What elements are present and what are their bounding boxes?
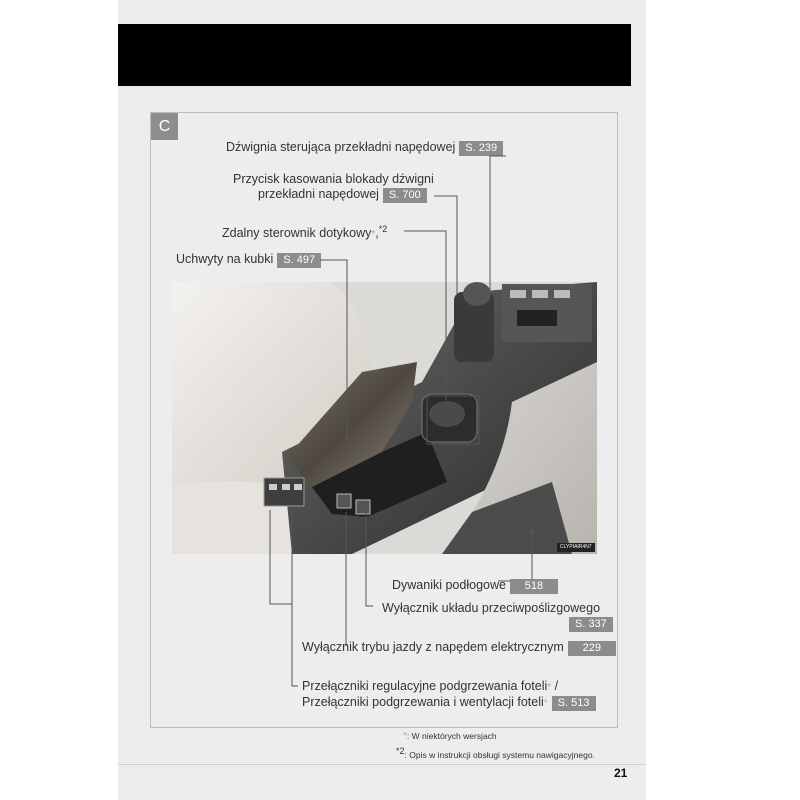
leader-cup-holders [320, 260, 347, 440]
label-seat-heaters-text2: Przełączniki podgrzewania i wentylacji foteli [302, 695, 544, 709]
section-badge: C [151, 113, 178, 140]
page-ref-497: S. 497 [277, 253, 321, 268]
footnote-2 [396, 746, 595, 760]
footnote-star2: *2 [396, 746, 405, 756]
separator: , [375, 226, 379, 241]
label-seat-heaters-text1: Przełączniki regulacyjne podgrzewania foteli [302, 679, 548, 693]
page-ref-700: S. 700 [383, 188, 427, 203]
asterisk-mark: * [547, 682, 552, 693]
leader-seat-heaters-left [270, 510, 292, 604]
leader-traction [366, 508, 373, 606]
page-ref-229: 229 [568, 641, 616, 656]
label-seat-heaters-line1 [302, 679, 558, 695]
leader-floor-mats [498, 530, 532, 581]
label-shift-lock-line2: przekładni napędowej [258, 187, 379, 201]
label-ev-mode [302, 640, 616, 656]
footnote-asterisk: * [403, 731, 407, 742]
footer-rule [118, 764, 646, 765]
footnote-2-text: : Opis w instrukcji obsługi systemu nawigacyjnego. [404, 749, 595, 760]
asterisk-mark: * [543, 698, 548, 709]
page-ref-239: S. 239 [459, 141, 503, 156]
label-remote-touch-text: Zdalny sterownik dotykowy [222, 226, 372, 241]
page-ref-513: S. 513 [552, 696, 596, 711]
leader-seat-heaters-right [292, 510, 298, 686]
footnote-1-text: : W niektórych wersjach [406, 731, 497, 741]
label-floor-mats [392, 578, 558, 594]
page-number: 21 [614, 766, 628, 780]
leader-drive-lever [490, 156, 506, 290]
leader-remote-touch-box [427, 396, 479, 444]
page-ref-337: S. 337 [569, 617, 613, 632]
footnote-1 [403, 731, 497, 742]
label-seat-heaters-line2 [302, 695, 596, 711]
photo-code: CLYPIAIR4N7 [557, 543, 595, 552]
label-shift-lock-line1: Przycisk kasowania blokady dźwigni [233, 172, 434, 186]
label-traction: Wyłącznik układu przeciwpoślizgowego [382, 601, 601, 615]
asterisk-mark: * [371, 229, 376, 241]
label-cup-holders-text: Uchwyty na kubki [176, 252, 274, 266]
label-floor-mats-text: Dywaniki podłogowe [392, 578, 506, 592]
label-drive-lever-text: Dźwignia sterująca przekładni napędowej [226, 140, 456, 154]
leader-remote-touch [404, 231, 446, 400]
page-ref-518: 518 [510, 579, 558, 594]
label-ev-mode-text: Wyłącznik trybu jazdy z napędem elektrycznym [302, 640, 564, 654]
slash-separator: / [554, 679, 559, 693]
star2-mark: *2 [378, 224, 388, 234]
